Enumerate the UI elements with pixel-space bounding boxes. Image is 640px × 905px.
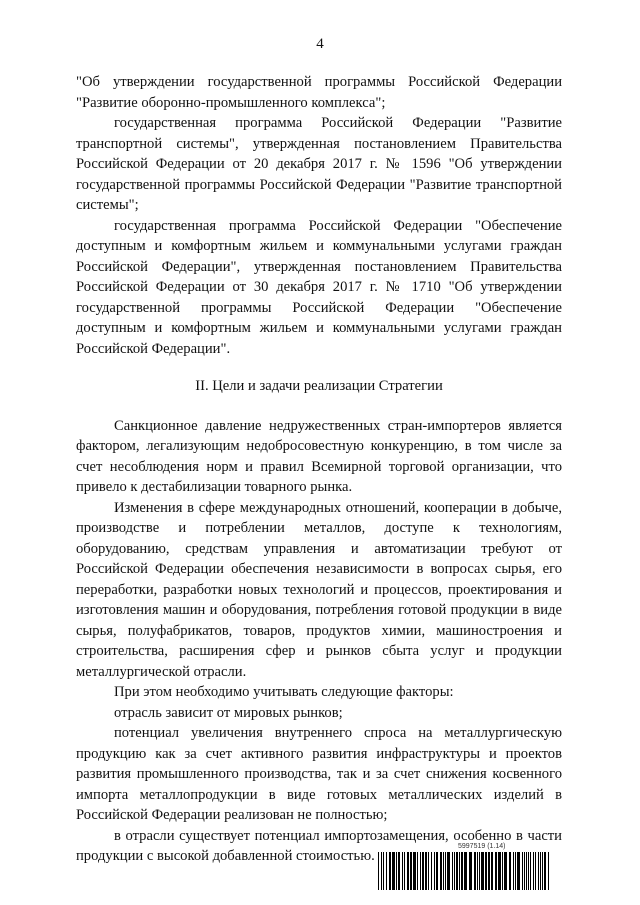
page-number: 4 bbox=[316, 36, 324, 52]
section-title: II. Цели и задачи реализации Стратегии bbox=[195, 378, 443, 394]
paragraph: "Об утверждении государственной программы Российской Федерации "Развитие оборонно-промышленного комплекса"; bbox=[76, 74, 562, 111]
paragraph: государственная программа Российской Федерации "Развитие транспортной системы", утвержденная постановлением Правительства Российской Федерации от 20 декабря 2017 г. № 1596 "Об утверждении государственной программы Российской Федерации "Развитие транспортной системы"; bbox=[76, 115, 562, 213]
barcode-code: 5997519 (1.14) bbox=[458, 843, 506, 850]
barcode-icon bbox=[378, 852, 550, 890]
paragraph: отрасль зависит от мировых рынков; bbox=[114, 704, 343, 721]
paragraph: Санкционное давление недружественных стран-импортеров является фактором, легализующим недобросовестную конкуренцию, в том числе за счет несоблюдения норм и правил Всемирной торговой организации, что привело к дестабилизации товарного рынка. bbox=[76, 417, 562, 495]
paragraph: в отрасли существует потенциал импортозамещения, особенно в части продукции с высокой добавленной стоимостью. bbox=[76, 827, 562, 864]
document-body bbox=[76, 72, 562, 867]
paragraph: Изменения в сфере международных отношений, кооперации в добыче, производстве и потреблении металлов, доступе к технологиям, оборудованию, средствам управления и автоматизации требуют от Российской Федерации обеспечения независимости в вопросах сырья, его переработки, разработки новых технологий и процессов, проектирования и изготовления машин и оборудования, потребления готовой продукции в виде сырья, полуфабрикатов, товаров, продуктов химии, машиностроения и строительства, расширения сфер и рынков сбыта услуг и продукции металлургической отрасли. bbox=[76, 499, 562, 680]
paragraph: государственная программа Российской Федерации "Обеспечение доступным и комфортным жильем и коммунальными услугами граждан Российской Федерации", утвержденная постановлением Правительства Российской Федерации от 30 декабря 2017 г. № 1710 "Об утверждении государственной программы Российской Федерации "Обеспечение доступным и комфортным жильем и коммунальными услугами граждан Российской Федерации". bbox=[76, 217, 562, 357]
paragraph: потенциал увеличения внутреннего спроса на металлургическую продукцию как за счет активного развития инфраструктуры и проектов развития промышленного производства, так и за счет снижения косвенного импорта металлопродукции в виде готовых металлических изделий в Российской Федерации реализован не полностью; bbox=[76, 725, 562, 823]
paragraph: При этом необходимо учитывать следующие факторы: bbox=[114, 684, 454, 700]
